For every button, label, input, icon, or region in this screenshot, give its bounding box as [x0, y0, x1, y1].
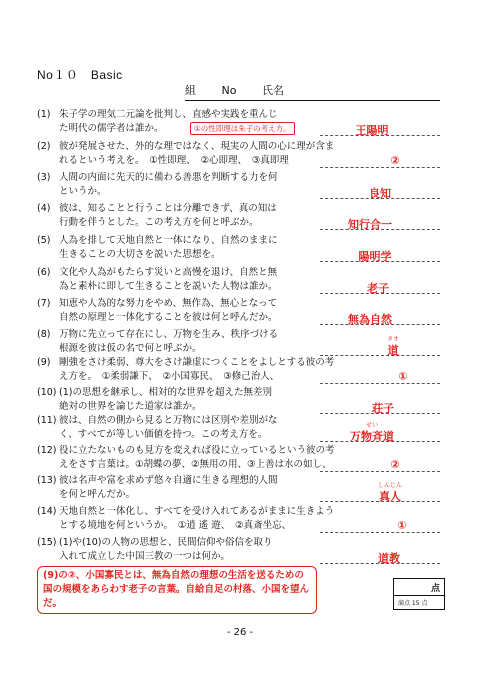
question-item — [37, 414, 278, 440]
answer-line[interactable] — [320, 471, 440, 472]
answer-text: 万物斉道 — [350, 430, 394, 443]
question-item — [37, 328, 279, 354]
question-item — [37, 505, 335, 531]
question-text: (1)の思想を継承し、相対的な世界を超えた無差別 — [59, 387, 272, 398]
question-text: 役に立たないものも見方を変えれば役に立っているという彼の考 — [59, 445, 335, 456]
question-number: (2) — [37, 141, 51, 152]
question-item — [37, 140, 335, 166]
question-text: 知恵や人為的な努力をやめ、無作為、無心となって — [59, 298, 278, 309]
question-text: 剛強をさけ柔弱、尊大をさけ謙虚につくことをよしとする彼の考 — [59, 357, 335, 368]
question-number: (13) — [37, 475, 57, 486]
question-number: (7) — [37, 298, 51, 309]
question-text-continued: 根源を彼は仮の名で何と呼ぶか。 — [59, 343, 202, 354]
question-number: (9) — [37, 357, 51, 368]
question-text-continued: 自然の原理と一体化することを彼は何と呼んだか。 — [59, 312, 278, 323]
inline-note: ①の性即理は朱子の考え方。 — [190, 122, 295, 135]
question-text-continued: というか。 — [59, 186, 107, 197]
answer-text: 王陽明 — [355, 124, 389, 137]
question-number: (11) — [37, 415, 57, 426]
question-item — [37, 234, 278, 260]
question-text: 万物に先立って存在にし、万物を生み、秩序づける — [59, 329, 279, 340]
question-text: 天地自然と一体化し、すべてを受け入れてあるがままに生きよう — [59, 506, 335, 517]
question-number: (8) — [37, 329, 51, 340]
question-text-continued: く、すべてが等しい価値を持つ。この考え方を。 — [59, 429, 268, 440]
answer-line[interactable] — [320, 383, 440, 384]
question-item — [37, 356, 335, 382]
question-text-continued: 為と素朴に即して生きることを説いた人物は誰か。 — [59, 281, 278, 292]
answer-ruby: せい — [365, 422, 378, 429]
question-text-continued: とする境地を何というか。 ①逍 遙 遊、 ②真斎坐忘、 — [59, 520, 292, 531]
question-item — [37, 171, 278, 197]
answer-text: 真人 — [379, 490, 401, 503]
answer-line[interactable] — [320, 167, 440, 168]
answer-text: 道 — [387, 344, 399, 357]
question-number: (12) — [37, 445, 57, 456]
answer-text: ② — [390, 154, 400, 167]
question-text: 人為を排して天地自然と一体になり、自然のままに — [59, 235, 278, 246]
question-number: (6) — [37, 267, 51, 278]
question-text-continued: れるという考えを。 ①性即理、 ②心即理、 ③真即理 — [59, 155, 289, 166]
question-number: (4) — [37, 203, 51, 214]
name-label: 氏名 — [261, 84, 284, 97]
question-text: (1)や(10)の人物の思想と、民間信仰や俗信を取り — [59, 537, 273, 548]
question-text-continued: えをさす言葉は。①胡蝶の夢、②無用の用、③上善は水の如し、 — [59, 459, 332, 470]
question-text: 人間の内面に先天的に備わる善悪を判断する力を何 — [59, 172, 278, 183]
explanation-note: (9)の②、小国寡民とは、無為自然の理想の生活を送るための国の規模をあらわす老子の言葉。自給自足の村落、小国を望んだ。 — [37, 566, 317, 614]
answer-text: 老子 — [367, 282, 389, 295]
question-text-continued: た明代の儒学者は誰か。 — [59, 123, 164, 134]
question-text-continued: を何と呼んだか。 — [59, 489, 136, 500]
question-number: (10) — [37, 387, 57, 398]
question-number: (14) — [37, 506, 57, 517]
score-box[interactable] — [393, 578, 445, 610]
question-item — [37, 202, 277, 228]
question-text: 朱子学の理気二元論を批判し、直感や実践を重んじ — [59, 109, 278, 120]
answer-line[interactable] — [320, 532, 440, 533]
question-item — [37, 297, 278, 323]
question-item — [37, 266, 278, 292]
score-divider — [394, 595, 444, 596]
number-label: No — [221, 84, 237, 97]
question-item — [37, 444, 335, 470]
question-text-continued: 生きることの大切さを説いた思想を。 — [59, 249, 221, 260]
question-number: (3) — [37, 172, 51, 183]
question-text: 彼は、自然の側から見ると万物には区別や差別がな — [59, 415, 278, 426]
class-label: 組 — [185, 84, 196, 97]
score-label: 点 — [430, 584, 440, 594]
answer-text: 陽明学 — [358, 250, 392, 263]
question-text: 彼は名声や富を求めず悠々自適に生きる理想的人間 — [59, 475, 278, 486]
answer-text: 荘子 — [372, 402, 394, 415]
question-text-continued: 入れて成立した中国三教の一つは何か。 — [59, 551, 231, 562]
answer-text: 知行合一 — [348, 218, 392, 231]
question-number: (15) — [37, 537, 57, 548]
question-number: (1) — [37, 109, 51, 120]
answer-text: 無為自然 — [348, 313, 392, 326]
page-title: No１０ Basic — [37, 68, 123, 82]
question-text: 文化や人為がもたらす災いと高慢を退け、自然と無 — [59, 267, 278, 278]
answer-text: 道教 — [378, 552, 400, 565]
page-number: - 26 - — [226, 627, 254, 638]
question-text-continued: 絶対の世界を論じた道家は誰か。 — [59, 401, 202, 412]
question-text-continued: え方を。 ①柔弱謙下、 ②小国寡民、 ③修己治人、 — [59, 371, 280, 382]
question-item — [37, 474, 278, 500]
question-item — [37, 386, 272, 412]
answer-text: ② — [390, 458, 400, 471]
answer-ruby: しんじん — [377, 482, 402, 489]
answer-ruby: タオ — [386, 336, 399, 343]
question-item — [37, 536, 273, 562]
name-header — [185, 82, 440, 101]
answer-text: ① — [397, 519, 407, 532]
question-text: 彼は、知ることと行うことは分離できず、真の知は — [59, 203, 277, 214]
question-text: 彼が発展させた、外的な理ではなく、現実の人間の心に理が含ま — [59, 141, 335, 152]
question-text-continued: 行動を伴うとした。この考え方を何と呼ぶか。 — [59, 217, 259, 228]
question-number: (5) — [37, 235, 51, 246]
answer-text: 良知 — [369, 187, 391, 200]
full-score: 満点 15 点 — [398, 600, 428, 607]
answer-text: ① — [398, 370, 408, 383]
